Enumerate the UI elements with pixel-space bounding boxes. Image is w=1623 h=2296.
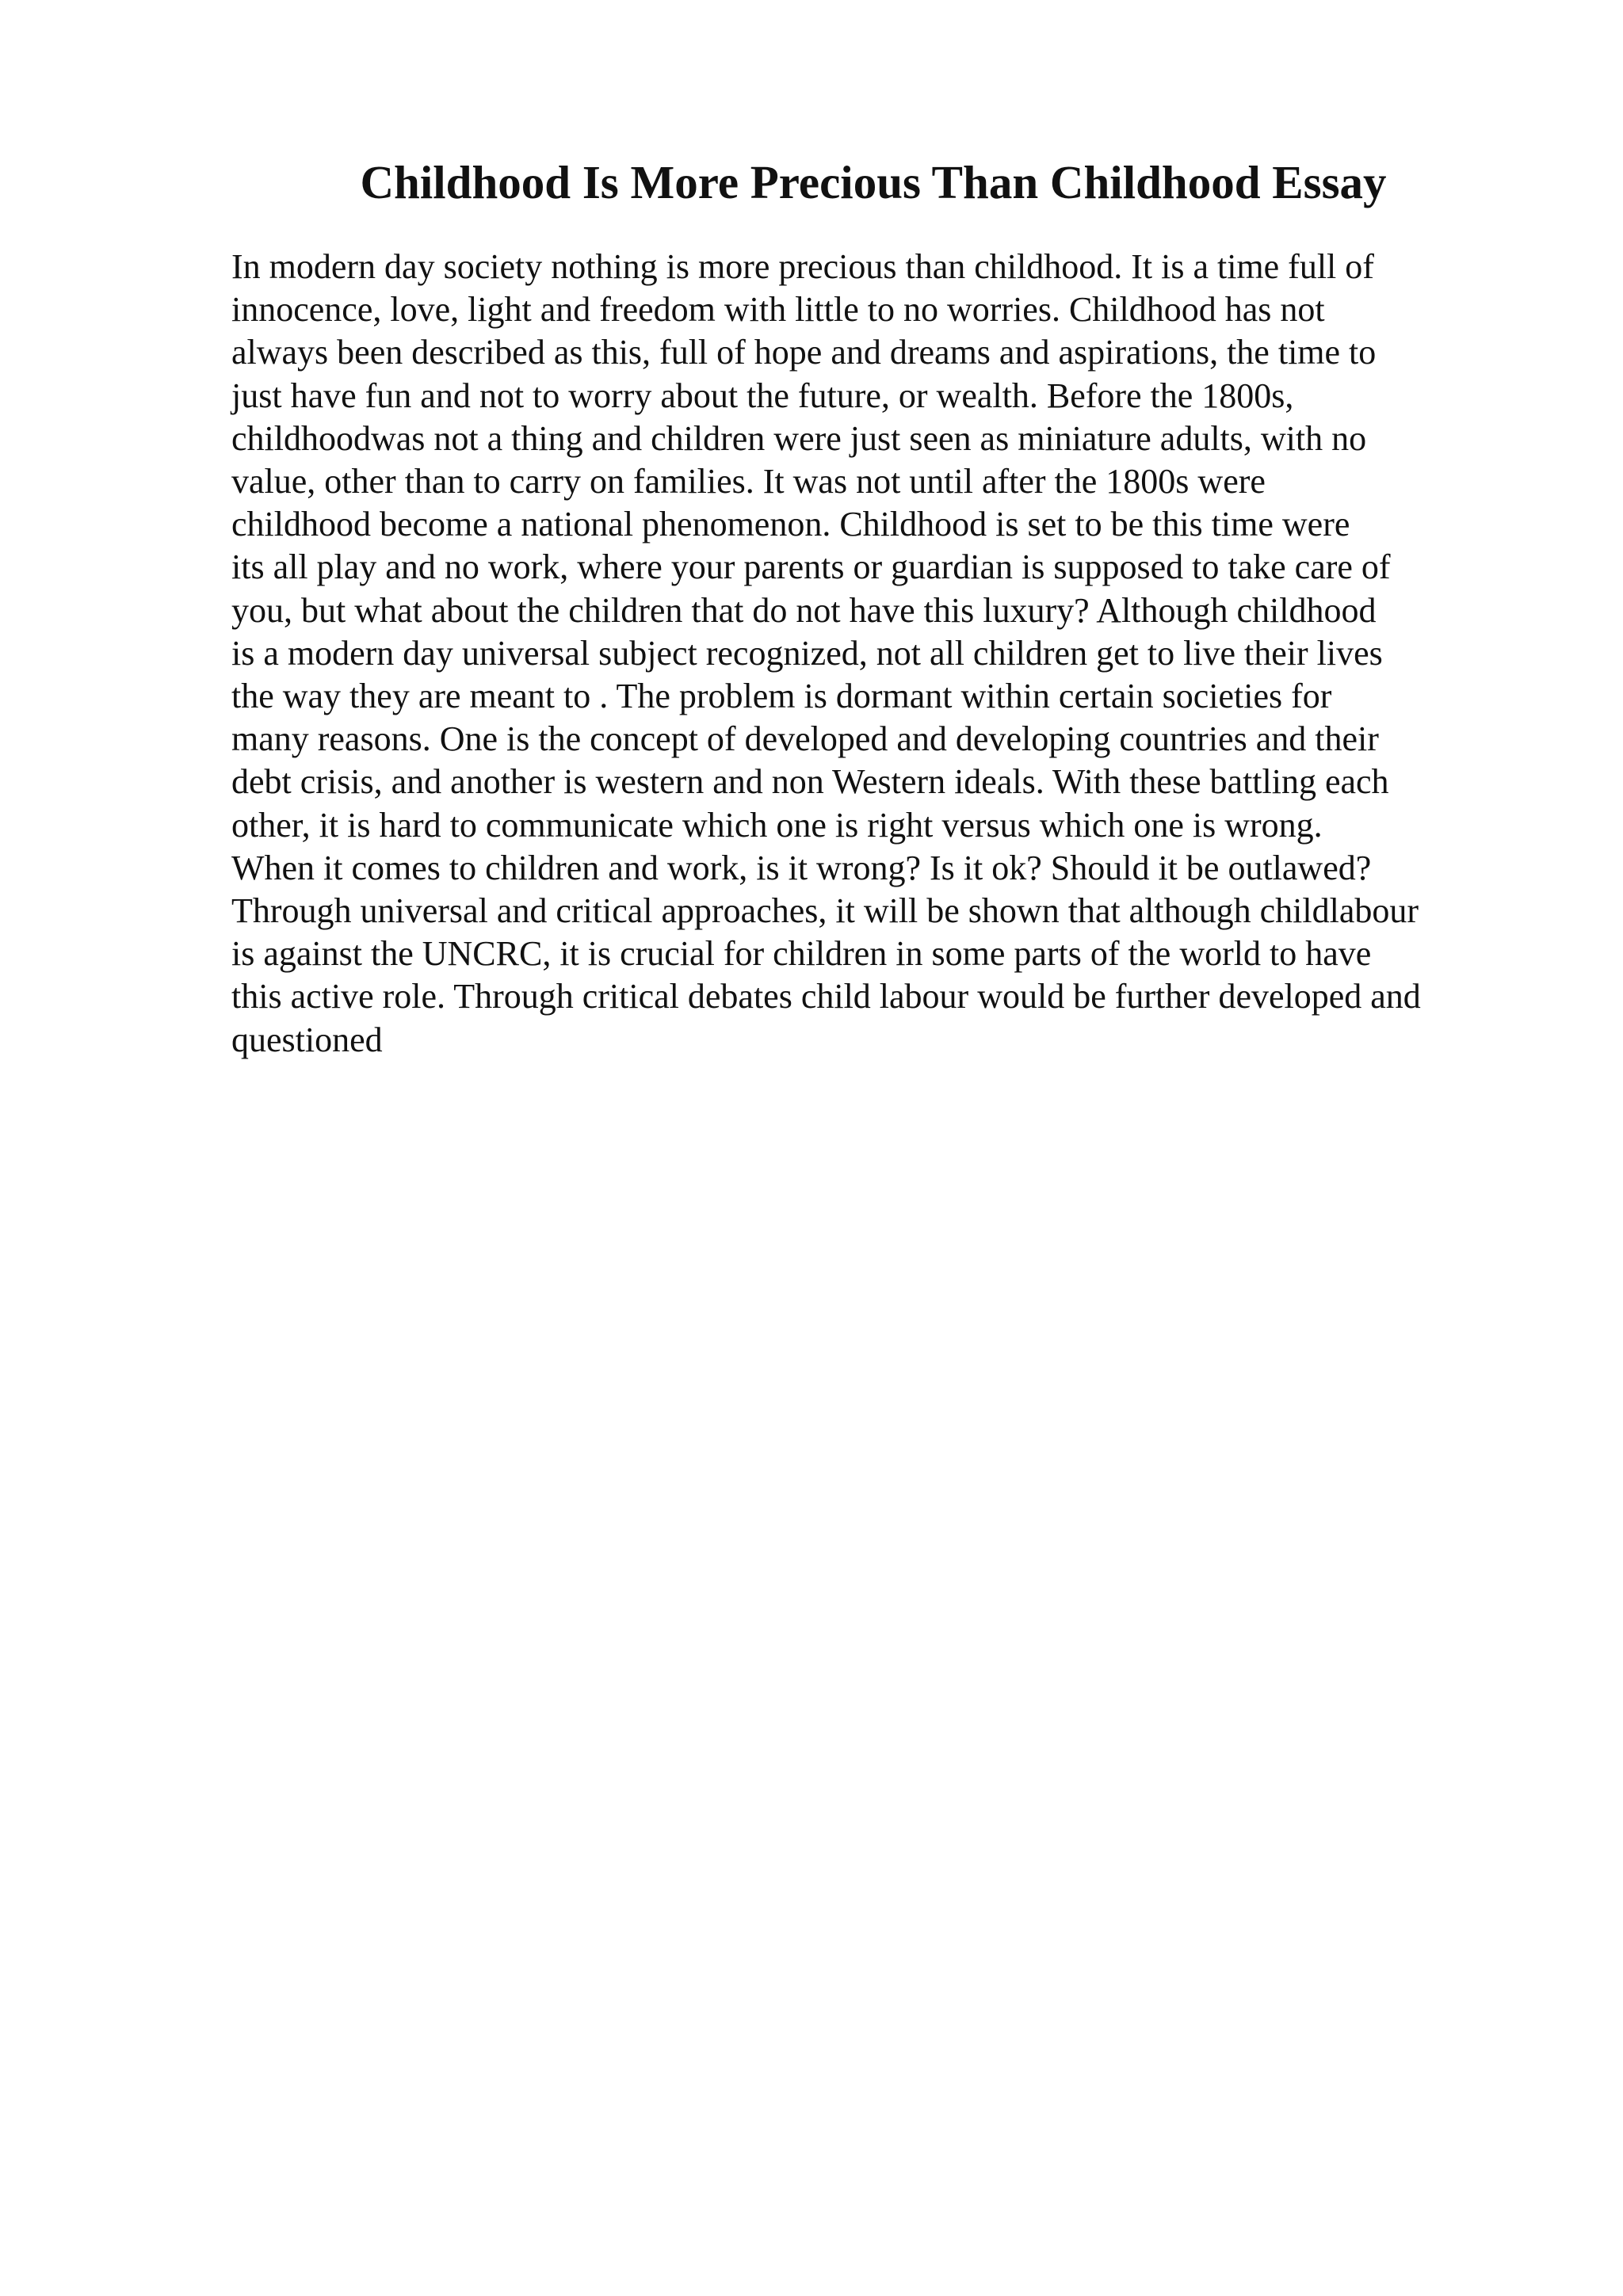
paragraph-line: many reasons. One is the concept of developed and developing countries and their	[231, 719, 1379, 759]
paragraph-line: is against the UNCRC, it is crucial for children in some parts of the world to have	[231, 934, 1372, 974]
paragraph-line: questioned	[231, 1020, 383, 1059]
paragraph-line: In modern day society nothing is more precious than childhood. It is a time full of	[231, 247, 1374, 286]
paragraph-line: always been described as this, full of hope and dreams and aspirations, the time to	[231, 333, 1377, 372]
paragraph-line: value, other than to carry on families. It was not until after the 1800s were	[231, 462, 1266, 502]
paragraph-line: childhood become a national phenomenon. Childhood is set to be this time were	[231, 505, 1350, 544]
essay-paragraph	[231, 246, 1594, 1062]
paragraph-line: debt crisis, and another is western and non Western ideals. With these battling each	[231, 762, 1389, 802]
document-title: Childhood Is More Precious Than Childhood Essay	[360, 156, 1387, 208]
paragraph-line: the way they are meant to . The problem is dormant within certain societies for	[231, 677, 1332, 716]
paragraph-line: innocence, love, light and freedom with little to no worries. Childhood has not	[231, 290, 1325, 330]
paragraph-line: childhoodwas not a thing and children were just seen as miniature adults, with no	[231, 418, 1367, 458]
paragraph-line: you, but what about the children that do not have this luxury? Although childhood	[231, 590, 1377, 630]
paragraph-line: other, it is hard to communicate which one is right versus which one is wrong.	[231, 805, 1323, 845]
paragraph-line: When it comes to children and work, is it wrong? Is it ok? Should it be outlawed?	[231, 848, 1372, 887]
paragraph-line: just have fun and not to worry about the future, or wealth. Before the 1800s,	[231, 376, 1294, 415]
paragraph-line: Through universal and critical approaches, it will be shown that although childlabour	[231, 891, 1419, 931]
paragraph-line: this active role. Through critical debates child labour would be further developed and	[231, 977, 1421, 1016]
paragraph-line: is a modern day universal subject recognized, not all children get to live their lives	[231, 633, 1383, 673]
paragraph-line: its all play and no work, where your parents or guardian is supposed to take care of	[231, 547, 1391, 587]
